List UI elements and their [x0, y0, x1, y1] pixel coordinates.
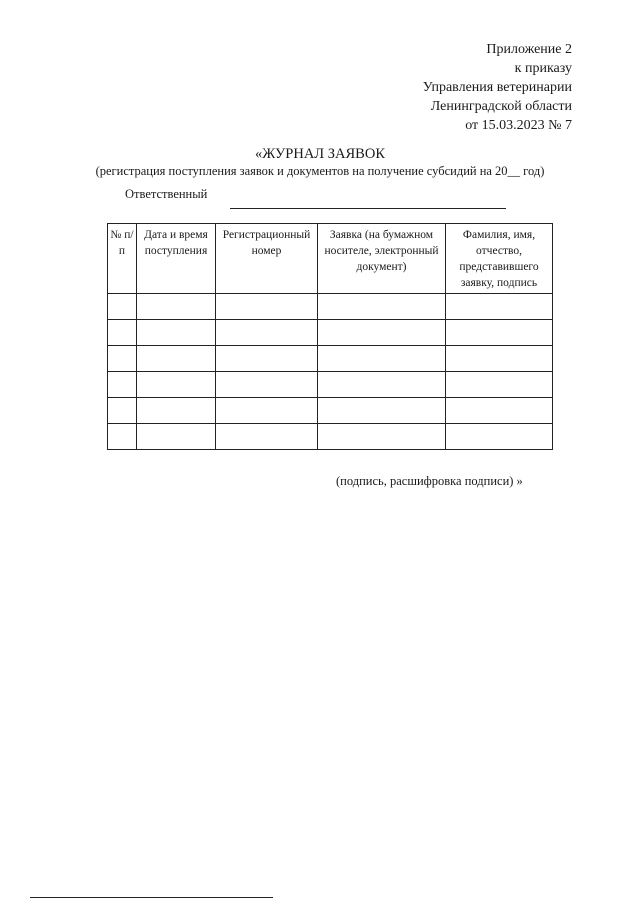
table-row	[108, 346, 553, 372]
table-cell	[318, 320, 446, 346]
attachment-line: Управления ветеринарии	[422, 80, 572, 95]
table-cell	[446, 424, 553, 450]
attachment-line: от 15.03.2023 № 7	[465, 118, 572, 133]
table-cell	[108, 320, 137, 346]
table-cell	[137, 346, 216, 372]
table-cell	[137, 294, 216, 320]
table-row	[108, 398, 553, 424]
attachment-line: к приказу	[514, 61, 572, 76]
table-cell	[216, 294, 318, 320]
table-cell	[108, 398, 137, 424]
table-cell	[446, 372, 553, 398]
header-application: Заявка (на бумажном носителе, электронный документ)	[318, 224, 446, 294]
table-cell	[318, 424, 446, 450]
table-cell	[446, 398, 553, 424]
table-header-row	[108, 224, 553, 294]
table-cell	[446, 346, 553, 372]
table-cell	[108, 346, 137, 372]
table-cell	[446, 294, 553, 320]
table-cell	[216, 346, 318, 372]
header-submitter: Фамилия, имя, отчество, представившего заявку, подпись	[446, 224, 553, 294]
table-cell	[216, 320, 318, 346]
table-row	[108, 294, 553, 320]
table-cell	[108, 372, 137, 398]
table-cell	[108, 424, 137, 450]
document-subtitle: (регистрация поступления заявок и документов на получение субсидий на 20__ год)	[95, 164, 545, 178]
attachment-line: Приложение 2	[486, 42, 572, 57]
table-cell	[318, 398, 446, 424]
responsible-label: Ответственный	[125, 187, 208, 201]
footer-rule	[30, 897, 273, 898]
attachment-line: Ленинградской области	[430, 99, 572, 114]
table-row	[108, 372, 553, 398]
table-cell	[216, 372, 318, 398]
table-cell	[137, 320, 216, 346]
table-row	[108, 320, 553, 346]
table-cell	[318, 346, 446, 372]
signature-caption: (подпись, расшифровка подписи) »	[336, 474, 523, 488]
table-cell	[137, 398, 216, 424]
header-number: № п/п	[108, 224, 137, 294]
header-registration-number: Регистрационный номер	[216, 224, 318, 294]
table-cell	[446, 320, 553, 346]
attachment-block	[423, 40, 572, 135]
table-cell	[137, 372, 216, 398]
responsible-blank-line	[230, 208, 506, 209]
table-cell	[318, 372, 446, 398]
table-cell	[216, 398, 318, 424]
document-title: «ЖУРНАЛ ЗАЯВОК	[255, 146, 385, 162]
table-cell	[318, 294, 446, 320]
table-row	[108, 424, 553, 450]
table-cell	[216, 424, 318, 450]
journal-table	[107, 223, 553, 450]
table-cell	[137, 424, 216, 450]
table-cell	[108, 294, 137, 320]
table-body	[108, 294, 553, 450]
header-date-time: Дата и время поступления	[137, 224, 216, 294]
